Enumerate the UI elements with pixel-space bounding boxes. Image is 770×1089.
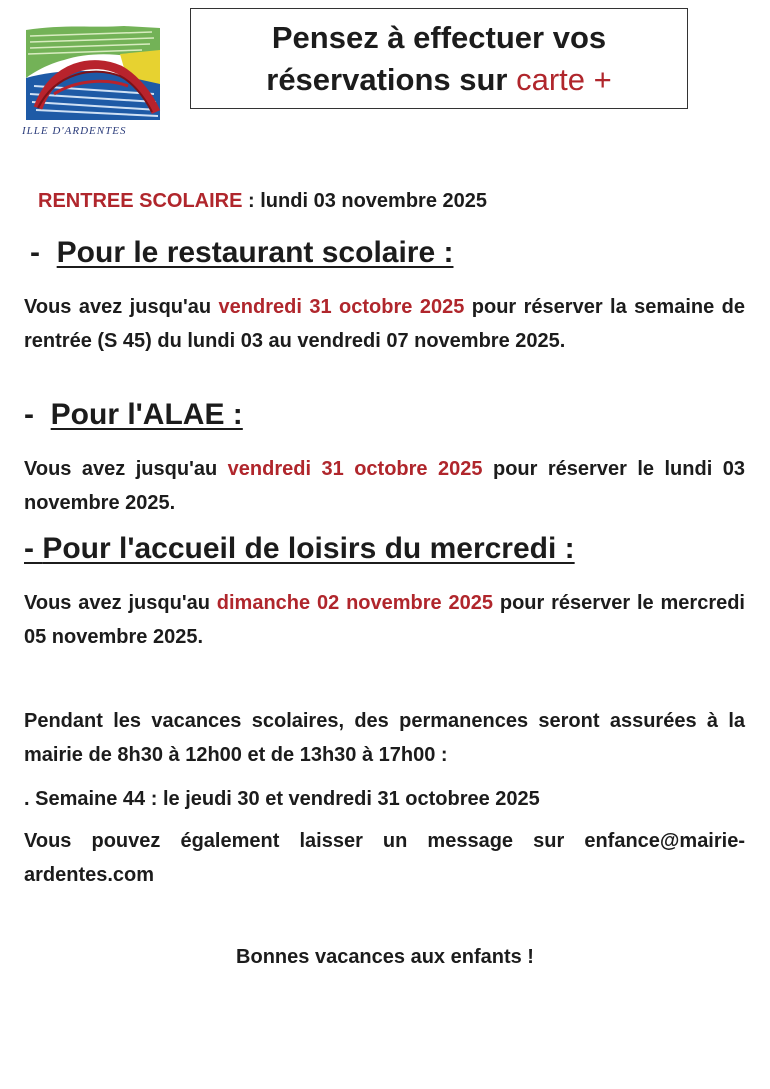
section-title-accueil-loisirs (24, 532, 575, 566)
paragraph-text-before: Vous avez jusqu'au (24, 458, 228, 480)
reservation-reminder-box (190, 8, 688, 109)
mairie-logo (22, 24, 164, 142)
paragraph-text-before: Vous avez jusqu'au (24, 592, 217, 614)
section-heading: Pour l'accueil de loisirs du mercredi : (42, 532, 575, 565)
logo-caption: ILLE D'ARDENTES (22, 125, 127, 137)
carte-plus-highlight: carte + (516, 61, 612, 97)
rentree-scolaire-line (38, 190, 487, 213)
section-dash: - (24, 532, 34, 565)
permanences-paragraph: Pendant les vacances scolaires, des permanences seront assurées à la mairie de 8h30 à 12h00 et de 13h30 à 17h00 : (24, 710, 745, 766)
section-paragraph-restaurant (24, 290, 745, 358)
section-dash: - (30, 236, 40, 269)
bridge-logo-icon (24, 24, 162, 122)
message-email-paragraph: Vous pouvez également laisser un message sur enfance@mairie-ardentes.com (24, 830, 745, 886)
paragraph-text-before: Vous avez jusqu'au (24, 296, 219, 318)
deadline-date: vendredi 31 octobre 2025 (218, 296, 465, 318)
paragraph-text-after: pour réserver le mercredi 05 novembre 2025. (24, 592, 745, 648)
deadline-date: vendredi 31 octobre 2025 (227, 458, 483, 480)
section-paragraph-accueil-loisirs (24, 586, 745, 654)
section-title-alae (24, 398, 243, 432)
section-heading: Pour le restaurant scolaire : (56, 236, 454, 269)
section-heading: Pour l'ALAE : (50, 398, 243, 431)
rentree-label: RENTREE SCOLAIRE (38, 190, 243, 212)
closing-message: Bonnes vacances aux enfants ! (236, 946, 534, 968)
header-line-1: Pensez à effectuer vos (271, 19, 607, 55)
section-title-restaurant (30, 236, 453, 270)
deadline-date: dimanche 02 novembre 2025 (216, 592, 494, 614)
header-line-2-prefix: réservations sur (266, 61, 517, 97)
rentree-separator: : (242, 190, 261, 212)
section-dash: - (24, 398, 34, 431)
paragraph-text-after: pour réserver la semaine de rentrée (S 45) du lundi 03 au vendredi 07 novembre 2025. (24, 296, 746, 352)
header-line-2 (266, 59, 612, 101)
semaine-44-line: . Semaine 44 : le jeudi 30 et vendredi 31 octobree 2025 (24, 788, 540, 810)
section-paragraph-alae (24, 452, 745, 520)
rentree-date: lundi 03 novembre 2025 (260, 190, 488, 212)
paragraph-text-after: pour réserver le lundi 03 novembre 2025. (24, 458, 745, 514)
